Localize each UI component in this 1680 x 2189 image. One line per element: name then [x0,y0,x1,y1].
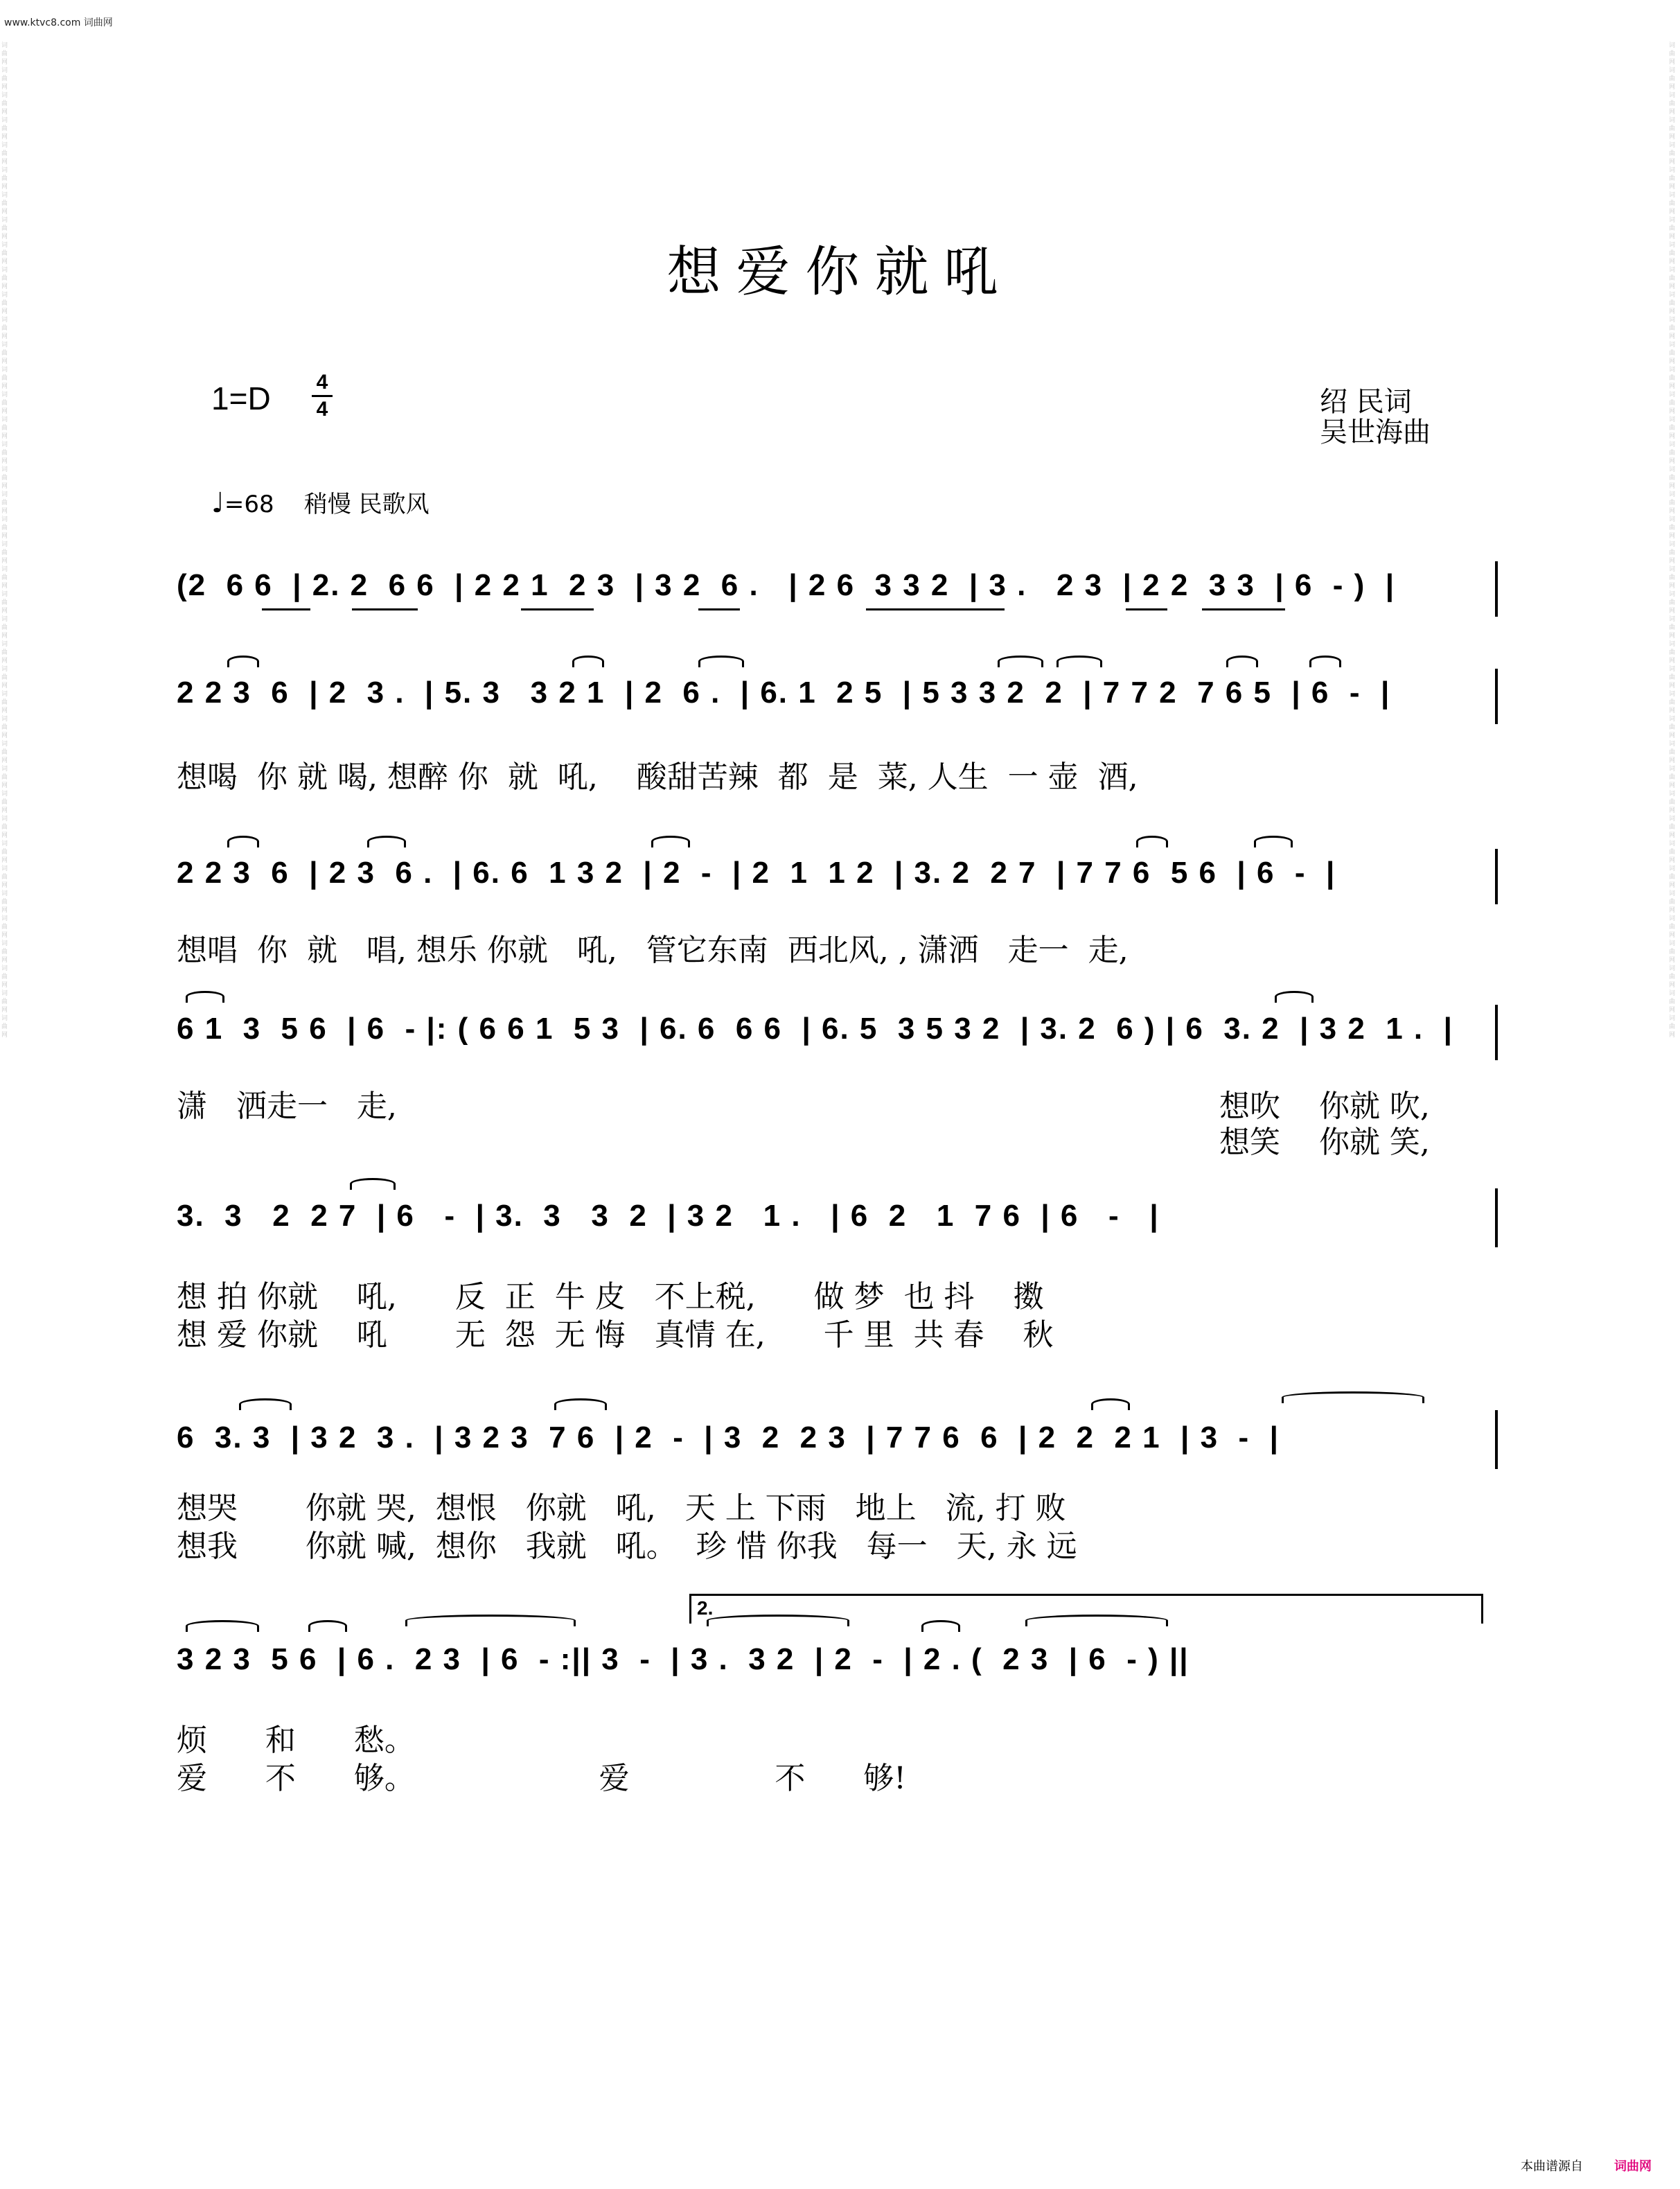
lyrics-line-5-verse-2: 想 爱 你就 吼 无 怨 无 悔 真情 在, 千 里 共 春 秋 [177,1317,1054,1353]
lyrics-line-4-verse-2: 想笑 你就 笑, [1219,1125,1430,1160]
lyrics-line-5-verse-1: 想 拍 你就 吼, 反 正 牛 皮 不上税, 做 梦 也 抖 擞 [177,1279,1044,1315]
quarter-note-icon: ♩ [211,487,224,519]
barline [1495,1005,1498,1060]
score-line-2 [177,676,1507,738]
underline [1126,608,1167,610]
notation-line-3: 2 2 3 6 | 2 3 6 . | 6. 6 1 3 2 | 2 - | 2 1 1 2 | 3. 2 2 7 | 7 7 6 5 6 | 6 - | [177,856,1336,890]
score-line-3 [177,856,1507,918]
slur [1025,1615,1168,1626]
lyrics-line-2: 想喝 你 就 喝, 想醉 你 就 吼, 酸甜苦辣 都 是 菜, 人生 一 壶 酒, [177,759,1138,795]
underline [262,608,310,610]
score-line-1 [177,568,1507,631]
slur [707,1615,849,1626]
time-divider [312,395,333,397]
lyrics-line-6-verse-2: 想我 你就 喊, 想你 我就 吼。 珍 惜 你我 每一 天, 永 远 [177,1529,1077,1564]
watermark-left: 词曲网词曲网词曲网词曲网词曲网词曲网词曲网词曲网词曲网词曲网词曲网词曲网词曲网词曲网词曲网词曲网词曲网词曲网词曲网词曲网词曲网词曲网词曲网词曲网词曲网词曲网词曲网词曲网词曲网词曲网词曲网词曲网词曲网词曲网词曲网词曲网词曲网词曲网词曲网词曲网 [1,42,8,1039]
tempo-style: 稍慢 民歌风 [303,491,430,518]
song-title: 想爱你就吼 [666,241,1014,304]
score-line-6 [177,1421,1507,1483]
time-bottom: 4 [316,398,328,421]
slur [1309,656,1341,667]
slur [1136,836,1168,847]
slur [350,1178,396,1190]
lyrics-line-4: 潇 洒走一 走, [177,1089,397,1124]
score-line-5 [177,1199,1507,1261]
notation-line-1: (2 6 6 | 2. 2 6 6 | 2 2 1 2 3 | 3 2 6 . | 2 6 3 3 2 | 3 . 2 3 | 2 2 3 3 | 6 - ) | [177,568,1396,602]
barline [1495,1188,1498,1247]
slur [186,991,224,1003]
lyrics-line-6-verse-1: 想哭 你就 哭, 想恨 你就 吼, 天 上 下雨 地上 流, 打 败 [177,1491,1066,1526]
tempo-value: =68 [224,491,274,518]
slur [186,1620,259,1632]
lyrics-line-4-verse-1: 想吹 你就 吹, [1219,1089,1430,1124]
underline [698,608,740,610]
composer: 吴世海曲 [1320,416,1431,448]
time-top: 4 [316,371,328,394]
notation-line-2: 2 2 3 6 | 2 3 . | 5. 3 3 2 1 | 2 6 . | 6. 1 2 5 | 5 3 3 2 2 | 7 7 2 7 6 5 | 6 - | [177,676,1391,710]
time-signature [312,371,333,421]
underline [1202,608,1285,610]
score-line-7 [177,1642,1507,1705]
tempo-marking [211,485,430,519]
credits [1320,387,1431,448]
footer-site-logo[interactable]: 词曲网 [1614,2159,1652,2174]
notation-line-7: 3 2 3 5 6 | 6 . 2 3 | 6 - :|| 3 - | 3 . 3 2 | 2 - | 2 . ( 2 3 | 6 - ) || [177,1642,1190,1676]
underline [521,608,594,610]
notation-line-5: 3. 3 2 2 7 | 6 - | 3. 3 3 2 | 3 2 1 . | 6 2 1 7 6 | 6 - | [177,1199,1160,1233]
slur [1254,836,1293,847]
slur [998,656,1043,667]
slur [572,656,604,667]
slur [1091,1398,1130,1410]
slur [308,1620,347,1632]
slur [227,836,259,847]
slur [554,1398,607,1410]
watermark-right: 词曲网词曲网词曲网词曲网词曲网词曲网词曲网词曲网词曲网词曲网词曲网词曲网词曲网词曲网词曲网词曲网词曲网词曲网词曲网词曲网词曲网词曲网词曲网词曲网词曲网词曲网词曲网词曲网词曲网词曲网词曲网词曲网词曲网词曲网词曲网词曲网词曲网词曲网词曲网词曲网 [1669,42,1676,1039]
barline [1495,561,1498,617]
slur [1056,656,1102,667]
slur [367,836,406,847]
key-signature: 1=D [211,380,271,416]
slur [698,656,744,667]
lyricist: 绍 民词 [1320,386,1412,418]
slur [1282,1391,1424,1403]
barline [1495,849,1498,904]
slur [239,1398,292,1410]
lyrics-line-3: 想唱 你 就 唱, 想乐 你就 吼, 管它东南 西北风, , 潇洒 走一 走, [177,933,1129,968]
lyrics-line-7-verse-2: 爱 不 够。 爱 不 够! [177,1761,906,1796]
footer-source-label: 本曲谱源自 [1521,2159,1583,2174]
site-url: www.ktvc8.com 词曲网 [4,17,113,28]
barline [1495,669,1498,724]
notation-line-6: 6 3. 3 | 3 2 3 . | 3 2 3 7 6 | 2 - | 3 2 2 3 | 7 7 6 6 | 2 2 2 1 | 3 - | [177,1421,1280,1454]
barline [1495,1410,1498,1469]
slur [405,1615,576,1626]
slur [651,836,690,847]
lyrics-line-7-verse-1: 烦 和 愁。 [177,1723,415,1758]
underline [866,608,1005,610]
slur [1226,656,1258,667]
volta-number: 2. [697,1597,714,1619]
notation-line-4: 6 1 3 5 6 | 6 - |: ( 6 6 1 5 3 | 6. 6 6 6 | 6. 5 3 5 3 2 | 3. 2 6 ) | 6 3. 2 | 3 2 1 . | [177,1012,1453,1046]
slur [921,1620,960,1632]
slur [227,656,259,667]
slur [1275,991,1314,1003]
score-line-4 [177,1012,1507,1074]
underline [352,608,418,610]
